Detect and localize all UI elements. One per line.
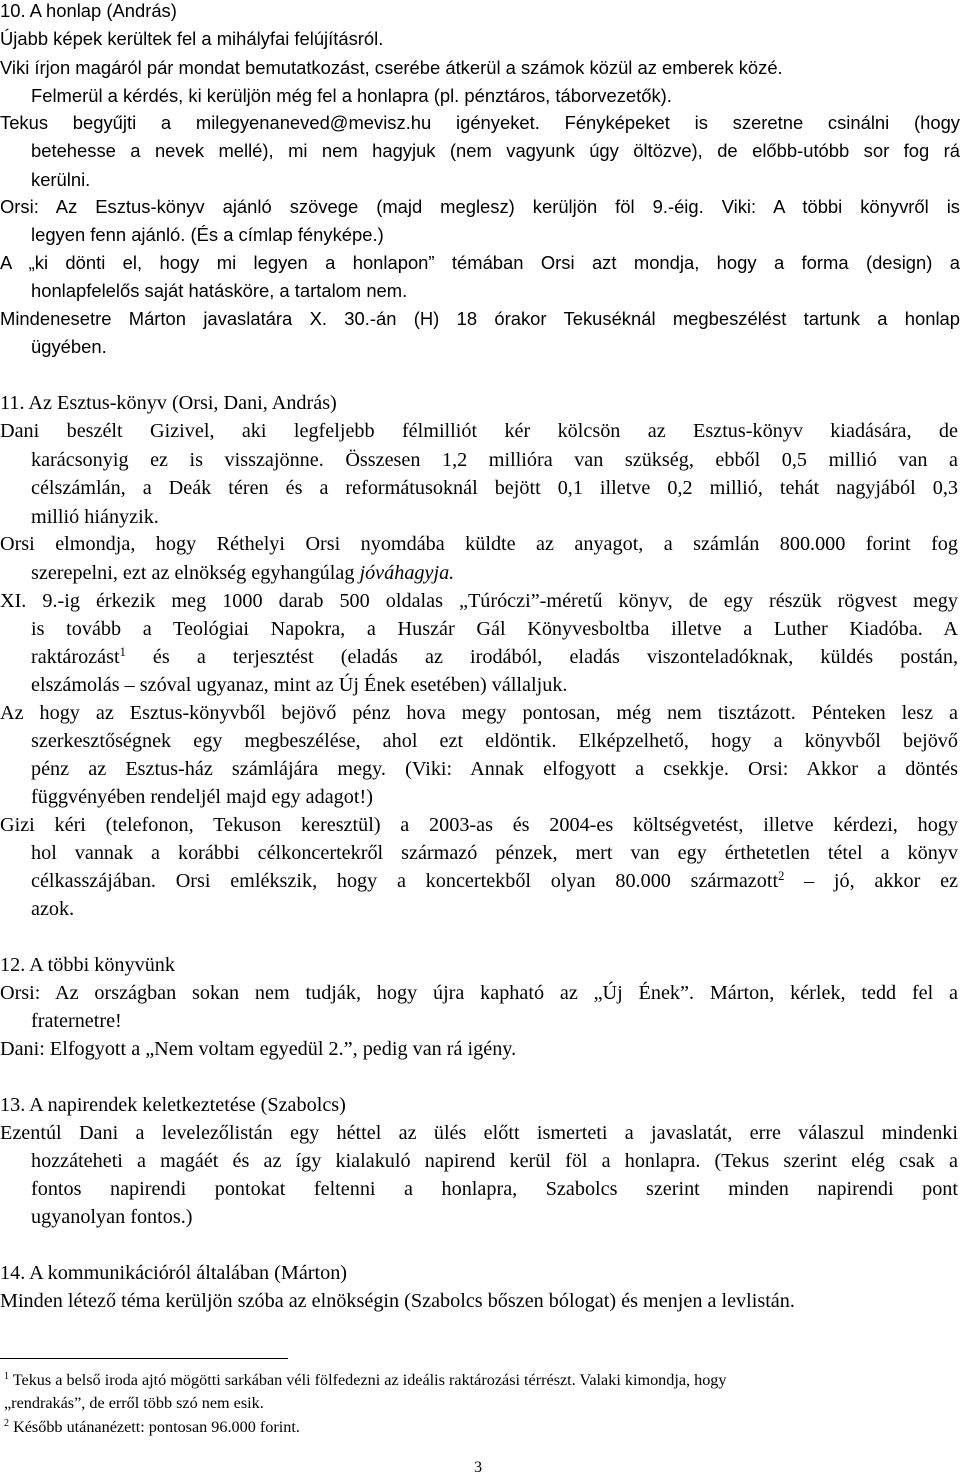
paragraph-line: Orsi: Az országban sokan nem tudják, hogy újra kapható az „Új Ének”. Márton, kérlek, tedd fel a <box>0 982 958 1004</box>
footnote-ref[interactable]: 2 <box>778 869 785 884</box>
paragraph-line: Orsi: Az Esztus-könyv ajánló szövege (majd meglesz) kerüljön föl 9.-éig. Viki: A többi könyvről is <box>0 196 960 217</box>
paragraph-line: Gizi kéri (telefonon, Tekuson keresztül) a 2003-as és 2004-es költségvetést, illetve kérdezi, hogy <box>0 814 958 836</box>
footnote-ref[interactable]: 1 <box>119 645 126 660</box>
text-run: raktározást <box>31 646 120 668</box>
paragraph-line: hol vannak a korábbi célkoncertekről származó pénzek, mert van egy érthetetlen tétel a könyv <box>31 842 958 864</box>
paragraph-line: azok. <box>31 898 75 920</box>
paragraph-line: Dani: Elfogyott a „Nem voltam egyedül 2.”, pedig van rá igény. <box>0 1038 517 1060</box>
paragraph-line: A „ki dönti el, hogy mi legyen a honlapon” témában Orsi azt mondja, hogy a forma (design) a <box>0 252 960 273</box>
text-run: – jó, akkor ez <box>784 870 959 892</box>
paragraph-line: is tovább a Teológiai Napokra, a Huszár Gál Könyvesboltba illetve a Luther Kiadóba. A <box>31 618 958 640</box>
footnote-1 <box>4 1372 727 1388</box>
footnote-text: Tekus a belső iroda ajtó mögötti sarkában véli fölfedezni az ideális raktározási térrészt. Valaki kimondja, hogy <box>9 1371 727 1389</box>
paragraph-line: ugyanolyan fontos.) <box>31 1206 193 1228</box>
text-run: és a terjesztést (eladás az irodából, eladás viszonteladóknak, küldés postán, <box>125 646 958 668</box>
paragraph-line: Felmerül a kérdés, ki kerüljön még fel a honlapra (pl. pénztáros, táborvezetők). <box>31 85 672 106</box>
paragraph-line: Újabb képek kerültek fel a mihályfai felújításról. <box>0 28 384 49</box>
paragraph-line: fontos napirendi pontokat feltenni a honlapra, Szabolcs szerint minden napirendi pont <box>31 1178 958 1200</box>
footnote-text: Később utánanézett: pontosan 96.000 forint. <box>9 1418 300 1436</box>
section-heading: 14. A kommunikációról általában (Márton) <box>0 1262 348 1284</box>
footnote-mark: 2 <box>4 1418 10 1430</box>
paragraph-line: pénz az Esztus-ház számlájára megy. (Viki: Annak elfogyott a csekkje. Orsi: Akkor a döntés <box>31 758 958 780</box>
footnote-separator <box>0 1358 288 1359</box>
paragraph-line: fraternetre! <box>31 1010 122 1032</box>
paragraph-line: szerkesztőségnek egy megbeszélése, ahol ezt eldöntik. Elképzelhető, hogy a könyvből bejövő <box>31 730 958 752</box>
paragraph-line <box>31 563 454 583</box>
paragraph-line <box>31 647 958 667</box>
page-number: 3 <box>474 1458 483 1476</box>
paragraph-line: célszámlán, a Deák téren és a reformátusoknál bejött 0,1 illetve 0,2 millió, tehát nagyjából 0,3 <box>31 477 958 499</box>
paragraph-line: elszámolás – szóval ugyanaz, mint az Új Ének esetében) vállaljuk. <box>31 674 568 696</box>
paragraph-line: Orsi elmondja, hogy Réthelyi Orsi nyomdába küldte az anyagot, a számlán 800.000 forint fog <box>0 533 958 555</box>
paragraph-line: legyen fenn ajánló. (És a címlap fényképe.) <box>31 224 384 245</box>
section-heading: 10. A honlap (András) <box>0 0 177 21</box>
paragraph-line: betehesse a nevek mellé), mi nem hagyjuk (nem vagyunk úgy öltözve), de előbb-utóbb sor fog rá <box>31 140 960 161</box>
text-run: szerepelni, ezt az elnökség egyhangúlag <box>31 562 360 584</box>
paragraph-line: millió hiányzik. <box>31 506 159 528</box>
paragraph-line: Minden létező téma kerüljön szóba az elnökségin (Szabolcs bőszen bólogat) és menjen a levlistán. <box>0 1290 795 1312</box>
footnote-mark: 1 <box>4 1371 10 1383</box>
paragraph-line: Ezentúl Dani a levelezőlistán egy héttel az ülés előtt ismerteti a javaslatát, erre válaszul mindenki <box>0 1122 958 1144</box>
paragraph-line: függvényében rendeljél majd egy adagot!) <box>31 786 373 808</box>
paragraph-line: Dani beszélt Gizivel, aki legfeljebb félmilliót kér kölcsön az Esztus-könyv kiadására, de <box>0 420 958 442</box>
paragraph-line <box>31 871 958 891</box>
section-heading: 13. A napirendek keletkeztetése (Szabolcs) <box>0 1094 346 1116</box>
paragraph-line: Tekus begyűjti a milegyenaneved@mevisz.hu igényeket. Fényképeket is szeretne csinálni (hogy <box>0 112 960 133</box>
text-run: célkasszájában. Orsi emlékszik, hogy a koncertekből olyan 80.000 származott <box>31 870 779 892</box>
paragraph-line: Viki írjon magáról pár mondat bemutatkozást, cserébe átkerül a számok közül az emberek közé. <box>0 57 783 78</box>
footnote-2 <box>4 1419 300 1435</box>
paragraph-line: honlapfelelős saját hatásköre, a tartalom nem. <box>31 280 408 301</box>
paragraph-line: ügyében. <box>31 336 107 357</box>
paragraph-line: Mindenesetre Márton javaslatára X. 30.-án (H) 18 órakor Tekuséknál megbeszélést tartunk a honlap <box>0 308 960 329</box>
paragraph-line: karácsonyig ez is visszajönne. Összesen 1,2 millióra van szükség, ebből 0,5 millió van a <box>31 449 958 471</box>
italic-text-run: jóváhagyja. <box>359 562 455 584</box>
paragraph-line: kerülni. <box>31 169 91 190</box>
section-heading: 11. Az Esztus-könyv (Orsi, Dani, András) <box>0 392 337 414</box>
paragraph-line: Az hogy az Esztus-könyvből bejövő pénz hova megy pontosan, még nem tisztázott. Pénteken lesz a <box>0 702 958 724</box>
paragraph-line: XI. 9.-ig érkezik meg 1000 darab 500 oldalas „Túróczi”-méretű könyv, de egy részük rögvest megy <box>0 590 958 612</box>
footnote-1-continued: „rendrakás”, de erről több szó nem esik. <box>4 1394 264 1412</box>
section-heading: 12. A többi könyvünk <box>0 954 175 976</box>
paragraph-line: hozzáteheti a magáét és az így kialakuló napirend kerül föl a honlapra. (Tekus szerint elég csak a <box>31 1150 958 1172</box>
